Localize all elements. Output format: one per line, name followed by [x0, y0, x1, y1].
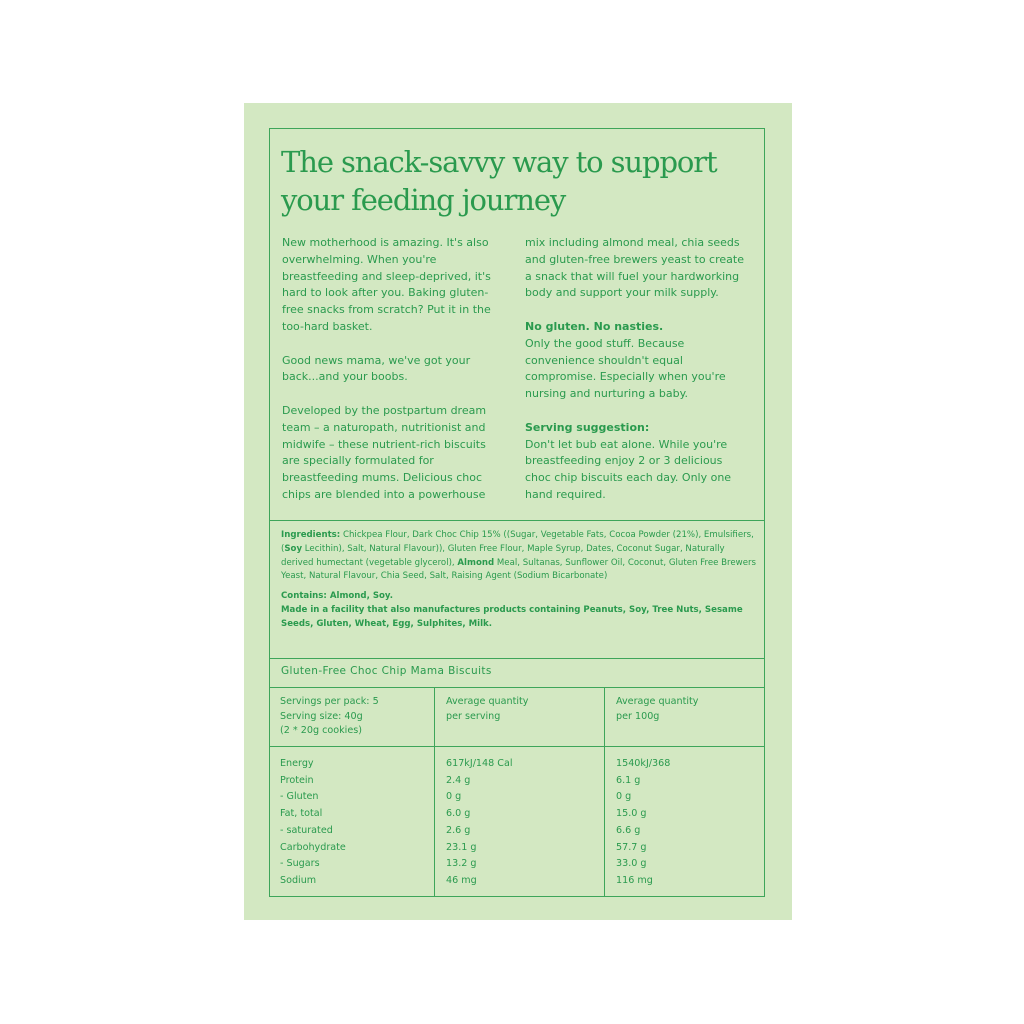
per-100g-header: Average quantity per 100g [616, 696, 699, 722]
no-gluten-heading: No gluten. No nasties. [525, 319, 664, 333]
per-serving-header: Average quantity per serving [446, 696, 529, 722]
per-100g-value: 0 g [616, 791, 632, 803]
nutrition-column-divider-2 [604, 687, 605, 896]
paragraph-developed: Developed by the postpartum dream team – a naturopath, nutritionist and midwife – these nutrient-rich biscuits are specially formulated for breastfeeding mums. Delicious choc chips are blended into a powerhouse [282, 403, 487, 501]
ingredients-list: Ingredients: Chickpea Flour, Dark Choc Chip 15% ((Sugar, Vegetable Fats, Cocoa Powder (21%), Emulsifiers, (Soy Lecithin), Salt, Natural Flavour)), Gluten Free Flour, Maple Syrup, Dates, Coconut Sugar, Naturally derived humectant (vegetable glycerol), Almond Meal, Sultanas, Sunflower Oil, Coconut, Gluten Free Brewers Yeast, Natural Flavour, Chia Seed, Salt, Raising Agent (Sodium Bicarbonate) [281, 530, 756, 582]
per-serving-value: 2.4 g [446, 774, 471, 786]
per-100g-values [616, 756, 670, 890]
nutrient-name: Protein [280, 774, 314, 786]
per-serving-value: 46 mg [446, 874, 477, 886]
description-left-column [282, 235, 504, 504]
per-100g-value: 57.7 g [616, 841, 647, 853]
nutrient-name: Fat, total [280, 808, 323, 820]
paragraph-good-news: Good news mama, we've got your back...and your boobs. [282, 353, 471, 384]
content-frame [269, 128, 765, 897]
nutrition-column-divider-1 [434, 687, 435, 896]
allergen-soy: Soy [284, 543, 303, 554]
servings-per-pack: Servings per pack: 5 [280, 696, 379, 707]
per-100g-value: 6.1 g [616, 774, 641, 786]
nutrient-name: - Sugars [280, 858, 320, 870]
paragraph-mix: mix including almond meal, chia seeds and gluten-free brewers yeast to create a snack that will fuel your hardworking body and support your milk supply. [525, 236, 744, 300]
servings-info [280, 695, 379, 739]
allergen-almond: Almond [457, 557, 495, 568]
section-no-gluten [525, 319, 747, 403]
nutrient-name: - Gluten [280, 791, 319, 803]
ingredients-block [281, 529, 757, 632]
nutrient-name: Carbohydrate [280, 841, 346, 853]
divider-product-name [270, 658, 764, 659]
per-100g-value: 33.0 g [616, 858, 647, 870]
paragraph-intro: New motherhood is amazing. It's also overwhelming. When you're breastfeeding and sleep-deprived, it's hard to look after you. Baking gluten-free snacks from scratch? Put it in the too-hard basket. [282, 236, 491, 333]
no-gluten-body: Only the good stuff. Because convenience shouldn't equal compromise. Especially when you're nursing and nurturing a baby. [525, 336, 726, 401]
divider-ingredients [270, 520, 764, 521]
serving-size: Serving size: 40g [280, 710, 363, 722]
divider-nutrition-header [270, 746, 764, 747]
serving-suggestion-body: Don't let bub eat alone. While you're breastfeeding enjoy 2 or 3 delicious choc chip biscuits each day. Only one hand required. [525, 437, 732, 501]
ingredients-label: Ingredients: [281, 530, 341, 540]
per-serving-value: 13.2 g [446, 858, 477, 870]
section-serving-suggestion [525, 420, 747, 504]
nutrient-names [280, 756, 346, 890]
per-100g-value: 116 mg [616, 874, 653, 886]
nutrient-name: - saturated [280, 824, 333, 836]
divider-nutrition-top [270, 687, 764, 688]
per-100g-value: 15.0 g [616, 808, 647, 820]
nutrient-name: Sodium [280, 874, 317, 886]
facility-statement: Made in a facility that also manufactures products containing Peanuts, Soy, Tree Nuts, Sesame Seeds, Gluten, Wheat, Egg, Sulphites, Milk. [281, 604, 743, 629]
serving-note: (2 * 20g cookies) [280, 725, 362, 737]
per-serving-value: 6.0 g [446, 808, 471, 820]
description-right-column [525, 235, 747, 504]
per-serving-value: 23.1 g [446, 841, 477, 853]
allergen-statement [281, 590, 757, 631]
per-100g-value: 6.6 g [616, 824, 641, 836]
contains-statement: Contains: Almond, Soy. [281, 591, 393, 602]
per-serving-value: 2.6 g [446, 824, 471, 836]
product-box-back-panel [244, 103, 792, 920]
per-serving-value: 617kJ/148 Cal [446, 758, 513, 769]
product-name: Gluten-Free Choc Chip Mama Biscuits [281, 665, 492, 677]
per-serving-values [446, 756, 513, 890]
serving-suggestion-heading: Serving suggestion: [525, 420, 650, 434]
per-100g-value: 1540kJ/368 [616, 758, 671, 769]
nutrient-name: Energy [280, 758, 314, 769]
headline: The snack-savvy way to support your feeding journey [281, 145, 717, 217]
per-serving-value: 0 g [446, 791, 462, 803]
